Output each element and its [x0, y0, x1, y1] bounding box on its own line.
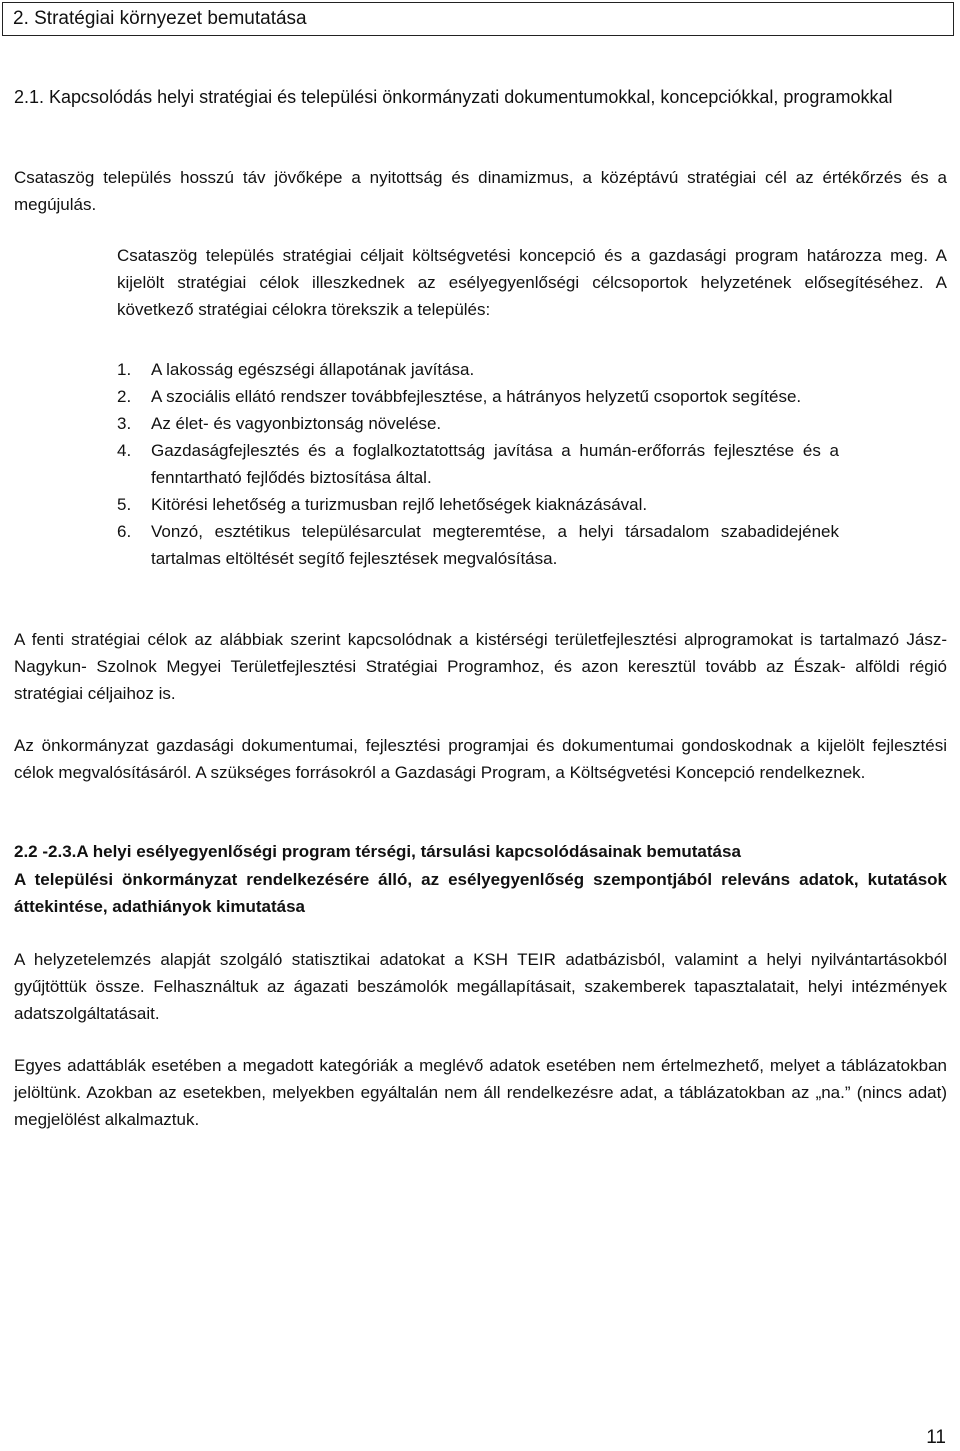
data-sources-paragraph: A helyzetelemzés alapját szolgáló statisztikai adatokat a KSH TEIR adatbázisból, valamint a helyi nyilvántartásokból gyűjtöttük össze. Felhasználtuk az ágazati beszámolók megállapításait, szakemberek tapasztalatait, helyi intézmények adatszolgáltatásait.	[14, 950, 947, 1023]
list-item-text: Gazdaságfejlesztés és a foglalkoztatottság javítása a humán-erőforrás fejlesztése és a fenntartható fejlődés biztosítása által.	[151, 441, 839, 487]
list-item-number: 5.	[117, 495, 132, 514]
list-item	[117, 383, 839, 410]
list-item	[117, 410, 839, 437]
tables-note-paragraph: Egyes adattáblák esetében a megadott kategóriák a meglévő adatok esetében nem értelmezhető, melyet a táblázatokban jelöltünk. Azokban az esetekben, melyekben egyáltalán nem áll rendelkezésre adat, a táblázatokban az „na.” (nincs adat) megjelölést alkalmaztuk.	[14, 1056, 947, 1129]
subsection-title: 2.1. Kapcsolódás helyi stratégiai és települési önkormányzati dokumentumokkal, koncepciókkal, programokkal	[14, 87, 893, 107]
section-heading-2-2-2-3: 2.2 -2.3.A helyi esélyegyenlőségi program térségi, társulási kapcsolódásainak bemutatása	[14, 842, 741, 861]
list-item-text: Vonzó, esztétikus településarculat megteremtése, a helyi társadalom szabadidejének tartalmas eltöltését segítő fejlesztések megvalósítása.	[151, 522, 839, 568]
page-number: 11	[926, 1427, 946, 1448]
list-item-text: A szociális ellátó rendszer továbbfejlesztése, a hátrányos helyzetű csoportok segítése.	[151, 387, 802, 406]
strategy-paragraph: Csataszög település stratégiai céljait költségvetési koncepció és a gazdasági program határozza meg. A kijelölt stratégiai célok illeszkednek az esélyegyenlőségi célcsoportok helyzetének elősegítéséhez. A következő stratégiai célokra törekszik a település:	[117, 246, 947, 319]
list-item-text: Kitörési lehetőség a turizmusban rejlő lehetőségek kiaknázásával.	[151, 495, 648, 514]
list-item-text: Az élet- és vagyonbiztonság növelése.	[151, 414, 442, 433]
data-sources-heading: A települési önkormányzat rendelkezésére álló, az esélyegyenlőség szempontjából releváns adatok, kutatások áttekintése, adathiányok kimutatása	[14, 870, 947, 916]
regional-paragraph: A fenti stratégiai célok az alábbiak szerint kapcsolódnak a kistérségi területfejlesztési alprogramokat is tartalmazó Jász- Nagykun- Szolnok Megyei Területfejlesztési Stratégiai Programhoz, és azon keresztül tovább az Észak- alföldi régió stratégiai céljaihoz is.	[14, 630, 947, 703]
list-item	[117, 356, 839, 383]
list-item	[117, 491, 839, 518]
list-item-number: 1.	[117, 360, 132, 379]
list-item-text: A lakosság egészségi állapotának javítása.	[151, 360, 475, 379]
list-item-number: 2.	[117, 387, 132, 406]
list-item	[117, 518, 839, 572]
list-item	[117, 437, 839, 491]
section-title: 2. Stratégiai környezet bemutatása	[2, 2, 954, 36]
strategic-goals-list	[117, 356, 839, 572]
documents-paragraph: Az önkormányzat gazdasági dokumentumai, fejlesztési programjai és dokumentumai gondoskodnak a kijelölt fejlesztési célok megvalósításáról. A szükséges forrásokról a Gazdasági Program, a Költségvetési Koncepció rendelkeznek.	[14, 736, 947, 782]
intro-paragraph: Csataszög település hosszú táv jövőképe a nyitottság és dinamizmus, a középtávú stratégiai cél az értékőrzés és a megújulás.	[14, 168, 947, 214]
list-item-number: 4.	[117, 441, 132, 460]
list-item-number: 3.	[117, 414, 132, 433]
list-item-number: 6.	[117, 522, 132, 541]
